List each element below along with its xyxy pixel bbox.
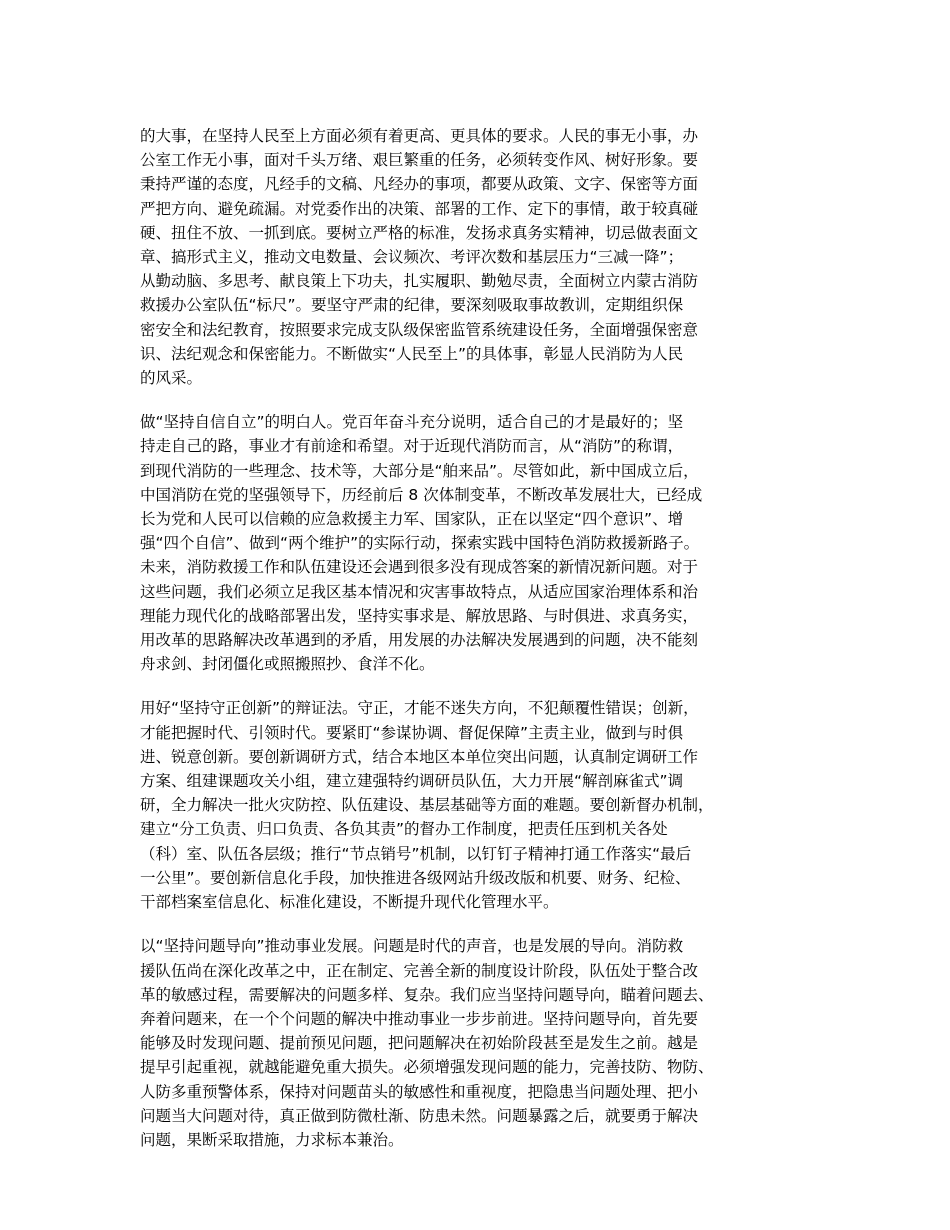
text-line: 的大事，在坚持人民至上方面必须有着更高、更具体的要求。人民的事无小事，办 (140, 127, 699, 145)
text-line: 从勤动脑、多思考、献良策上下功夫，扎实履职、勤勉尽责，全面树立内蒙古消防 (140, 272, 699, 291)
text-line: 奔着问题来，在一个个问题的解决中推动事业一步步前进。坚持问题导向，首先要 (140, 1009, 699, 1028)
text-line: 援队伍尚在深化改革之中，正在制定、完善全新的制度设计阶段，队伍处于整合改 (140, 961, 699, 980)
text-line: 用好“坚持守正创新”的辩证法。守正，才能不迷失方向，不犯颠覆性错误；创新， (140, 699, 699, 718)
text-line: 问题当大问题对待，真正做到防微杜渐、防患未然。问题暴露之后，就要勇于解决 (140, 1106, 699, 1125)
text-line: 革的敏感过程，需要解决的问题多样、复杂。我们应当坚持问题导向，瞄着问题去、 (140, 985, 714, 1004)
paragraph-people-first (140, 124, 830, 390)
text-line: 这些问题，我们必须立足我区基本情况和灾害事故特点，从适应国家治理体系和治 (140, 582, 699, 601)
text-line: 以“坚持问题导向”推动事业发展。问题是时代的声音，也是发展的导向。消防救 (140, 937, 684, 956)
text-line: （科）室、队伍各层级；推行“节点销号”机制，以钉钉子精神打通工作落实“最后 (140, 844, 692, 863)
text-line: 提早引起重视，就越能避免重大损失。必须增强发现问题的能力，完善技防、物防、 (140, 1058, 714, 1077)
text-line: 持走自己的路，事业才有前途和希望。对于近现代消防而言，从“消防”的称谓， (140, 437, 684, 456)
text-line: 未来，消防救援工作和队伍建设还会遇到很多没有现成答案的新情况新问题。对于 (140, 558, 699, 577)
text-line: 中国消防在党的坚强领导下，历经前后 8 次体制变革，不断改革发展壮大，已经成 (140, 485, 703, 504)
text-line: 做“坚持自信自立”的明白人。党百年奋斗充分说明，适合自己的才是最好的；坚 (140, 413, 684, 432)
text-line: 方案、组建课题攻关小组，建立建强特约调研员队伍，大力开展“解剖麻雀式”调 (140, 772, 684, 791)
paragraph-problem-oriented (140, 934, 830, 1152)
text-line: 的风采。 (140, 369, 203, 388)
text-line: 用改革的思路解决改革遇到的矛盾，用发展的办法解决发展遇到的问题，决不能刻 (140, 631, 699, 650)
paragraph-self-confidence (140, 410, 830, 676)
text-line: 到现代消防的一些理念、技术等，大部分是“舶来品”。尽管如此，新中国成立后， (140, 461, 699, 480)
text-line: 一公里”。要创新信息化手段，加快推进各级网站升级改版和机要、财务、纪检、 (140, 868, 691, 887)
text-line: 识、法纪观念和保密能力。不断做实“人民至上”的具体事，彰显人民消防为人民 (140, 344, 684, 363)
text-line: 研，全力解决一批火灾防控、队伍建设、基层基础等方面的难题。要创新督办机制， (140, 796, 714, 815)
text-line: 理能力现代化的战略部署出发，坚持实事求是、解放思路、与时俱进、求真务实， (140, 606, 699, 625)
text-line: 长为党和人民可以信赖的应急救援主力军、国家队，正在以坚定“四个意识”、增 (140, 510, 684, 529)
text-line: 章、搞形式主义，推动文电数量、会议频次、考评次数和基层压力“三减一降”； (140, 248, 684, 267)
text-line: 问题，果断采取措施，力求标本兼治。 (140, 1130, 404, 1149)
text-line: 进、锐意创新。要创新调研方式，结合本地区本单位突出问题，认真制定调研工作 (140, 747, 699, 766)
text-line: 严把方向、避免疏漏。对党委作出的决策、部署的工作、定下的事情，敢于较真碰 (140, 199, 699, 218)
text-line: 人防多重预警体系，保持对问题苗头的敏感性和重视度，把隐患当问题处理、把小 (140, 1082, 699, 1101)
text-line: 干部档案室信息化、标准化建设，不断提升现代化管理水平。 (140, 893, 559, 912)
text-line: 密安全和法纪教育，按照要求完成支队级保密监管系统建设任务，全面增强保密意 (140, 320, 699, 339)
text-line: 秉持严谨的态度，凡经手的文稿、凡经办的事项，都要从政策、文字、保密等方面 (140, 175, 699, 194)
text-line: 才能把握时代、引领时代。要紧盯“参谋协调、督促保障”主责主业，做到与时俱 (140, 723, 684, 742)
text-line: 公室工作无小事，面对千头万绪、艰巨繁重的任务，必须转变作风、树好形象。要 (140, 151, 699, 170)
paragraph-innovation (140, 696, 830, 914)
text-line: 硬、扭住不放、一抓到底。要树立严格的标准，发扬求真务实精神，切忌做表面文 (140, 223, 699, 242)
text-line: 救援办公室队伍“标尺”。要坚守严肃的纪律，要深刻吸取事故教训，定期组织保 (140, 296, 684, 315)
text-line: 强“四个自信”、做到“两个维护”的实际行动，探索实践中国特色消防救援新路子。 (140, 534, 700, 553)
text-line: 舟求剑、封闭僵化或照搬照抄、食洋不化。 (140, 655, 435, 674)
text-line: 建立“分工负责、归口负责、各负其责”的督办工作制度，把责任压到机关各处 (140, 820, 668, 839)
text-line: 能够及时发现问题、提前预见问题，把问题解决在初始阶段甚至是发生之前。越是 (140, 1034, 699, 1053)
document-body (140, 124, 830, 1172)
